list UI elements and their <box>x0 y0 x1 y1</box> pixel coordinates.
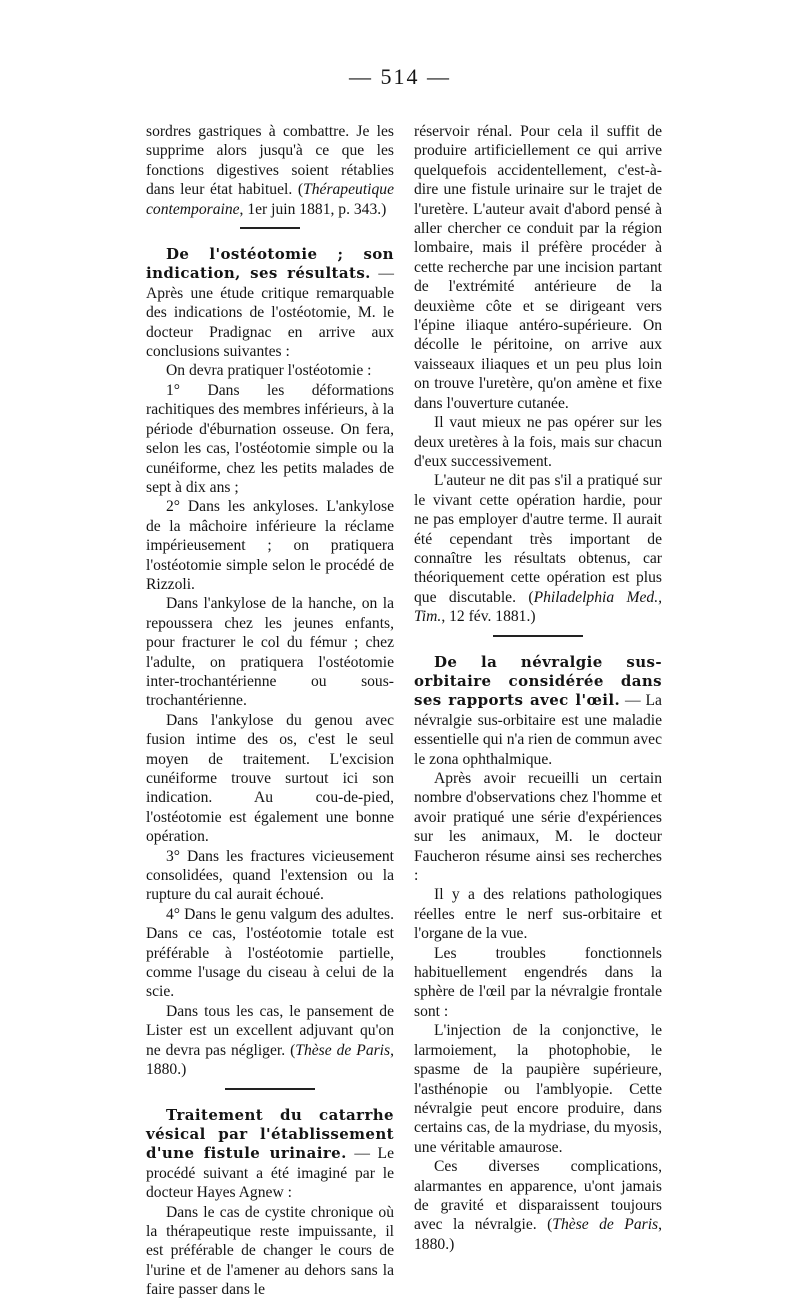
citation: Philadelphia Med., Tim. <box>414 588 662 626</box>
paragraph: Dans l'ankylose de la hanche, on la repoussera chez les jeunes enfants, pour fracturer le col du fémur ; chez l'adulte, on pratiquera l'ostéotomie inter-trochantérienne ou sous-trochantérienne. <box>146 595 394 710</box>
citation: Thèse de Paris <box>295 1041 391 1059</box>
paragraph: L'injection de la conjonctive, le larmoiement, la photophobie, le spasme de la paupière supérieure, l'asthénopie ou l'amblyopie. Cette névralgie peut encore produire, dans certains cas, de la mydriase, du myosis, une véritable amaurose. <box>414 1022 662 1156</box>
citation: Thérapeutique contemporaine <box>146 181 394 218</box>
paragraph: Dans l'ankylose du genou avec fusion intime des os, c'est le seul moyen de traitement. L'excision cunéiforme trouve surtout ici son indication. Au cou-de-pied, l'ostéotomie est également une bonne opération. <box>146 711 394 846</box>
paragraph: Il vaut mieux ne pas opérer sur les deux uretères à la fois, mais sur chacun d'eux successivement. <box>414 414 662 470</box>
paragraph: Dans tous les cas, le pansement de Lister est un excellent adjuvant qu'on ne devra pas négliger. (Thèse de Paris, 1880.) <box>146 1002 394 1079</box>
citation: Thèse de Paris <box>552 1216 659 1234</box>
paragraph: sordres gastriques à combattre. Je les supprime alors jusqu'à ce que les fonctions digestives soient rétablies dans leur état habituel. (Thérapeutique contemporaine, 1er juin 1881, p. 343.) <box>146 123 394 218</box>
section-title: Traitement du catarrhe vésical par l'établissement d'une fistule urinaire. <box>146 1105 394 1163</box>
paragraph: On devra pratiquer l'ostéotomie : <box>166 362 372 380</box>
right-column <box>414 122 662 1254</box>
paragraph: Il y a des relations pathologiques réelles entre le nerf sus-orbitaire et l'organe de la vue. <box>414 886 662 943</box>
page-number: — 514 — <box>349 64 451 89</box>
paragraph: 1° Dans les déformations rachitiques des membres inférieurs, à la période d'éburnation osseuse. On fera, selon les cas, l'ostéotomie simple ou la cunéiforme, chez les petits malades de sept à dix ans ; <box>146 381 394 496</box>
paragraph: 3° Dans les fractures vicieusement consolidées, quand l'extension ou la rupture du cal aurait échoué. <box>146 847 394 904</box>
paragraph: 4° Dans le genu valgum des adultes. Dans ce cas, l'ostéotomie totale est préférable à l'ostéotomie partielle, comme l'usage du ciseau à celui de la scie. <box>146 905 394 1001</box>
section-divider <box>493 635 583 637</box>
section-heading-osteotomie: De l'ostéotomie ; son indication, ses résultats. — Après une étude critique remarquable des indications de l'ostéotomie, M. le docteur Pradignac en arrive aux conclusions suivantes : <box>146 245 394 361</box>
paragraph: réservoir rénal. Pour cela il suffit de produire artificiellement ce qui arrive quelquefois accidentellement, c'est-à-dire une fistule urinaire sur le trajet de l'uretère. L'auteur avait d'abord pensé à aller chercher ce conduit par la région lombaire, mais il préfère procéder à cette recherche par une incision partant de l'extrémité antérieure de la deuxième côte et se dirigeant vers l'épine iliaque antéro-supérieure. On décolle le péritoine, on arrive aux vaisseaux iliaques et un peu plus loin on trouve l'uretère, qu'on amène et fixe dans l'ouverture cutanée. <box>414 123 662 412</box>
left-column <box>146 122 394 1300</box>
paragraph: Dans le cas de cystite chronique où la thérapeutique reste impuissante, il est préférable de changer le cours de l'urine et de l'amener au dehors sans la faire passer dans le <box>146 1203 394 1299</box>
section-heading-nevralgie: De la névralgie sus-orbitaire considérée dans ses rapports avec l'œil. — La névralgie sus-orbitaire est une maladie essentielle qui n'a rien de commun avec le zona ophthalmique. <box>414 652 662 768</box>
paragraph: Ces diverses complications, alarmantes en apparence, u'ont jamais de gravité et disparaissent toujours avec la névralgie. (Thèse de Paris, 1880.) <box>414 1158 663 1253</box>
paragraph: L'auteur ne dit pas s'il a pratiqué sur le vivant cette opération hardie, pour ne pas employer d'autre terme. Il aurait été cependant très important de connaître les résultats obtenus, car théoriquement cette opération est plus que discutable. (Philadelphia Med., Tim., 12 fév. 1881.) <box>414 472 662 626</box>
paragraph: Après avoir recueilli un certain nombre d'observations chez l'homme et avoir pratiqué une série d'expériences sur les animaux, M. le docteur Faucheron résume ainsi ses recherches : <box>414 770 662 885</box>
section-title: De la névralgie sus-orbitaire considérée dans ses rapports avec l'œil. <box>414 652 662 710</box>
section-title: De l'ostéotomie ; son indication, ses résultats. <box>146 245 394 283</box>
section-heading-catarrhe: Traitement du catarrhe vésical par l'établissement d'une fistule urinaire. — Le procédé suivant a été imaginé par le docteur Hayes Agnew : <box>146 1105 394 1202</box>
section-divider <box>240 227 300 229</box>
paragraph: 2° Dans les ankyloses. L'ankylose de la mâchoire inférieure la réclame impérieusement ; on pratiquera l'ostéotomie simple selon le procédé de Rizzoli. <box>146 498 394 593</box>
section-divider <box>225 1088 315 1090</box>
paragraph: Les troubles fonctionnels habituellement engendrés dans la sphère de l'œil par la névralgie frontale sont : <box>414 944 662 1020</box>
